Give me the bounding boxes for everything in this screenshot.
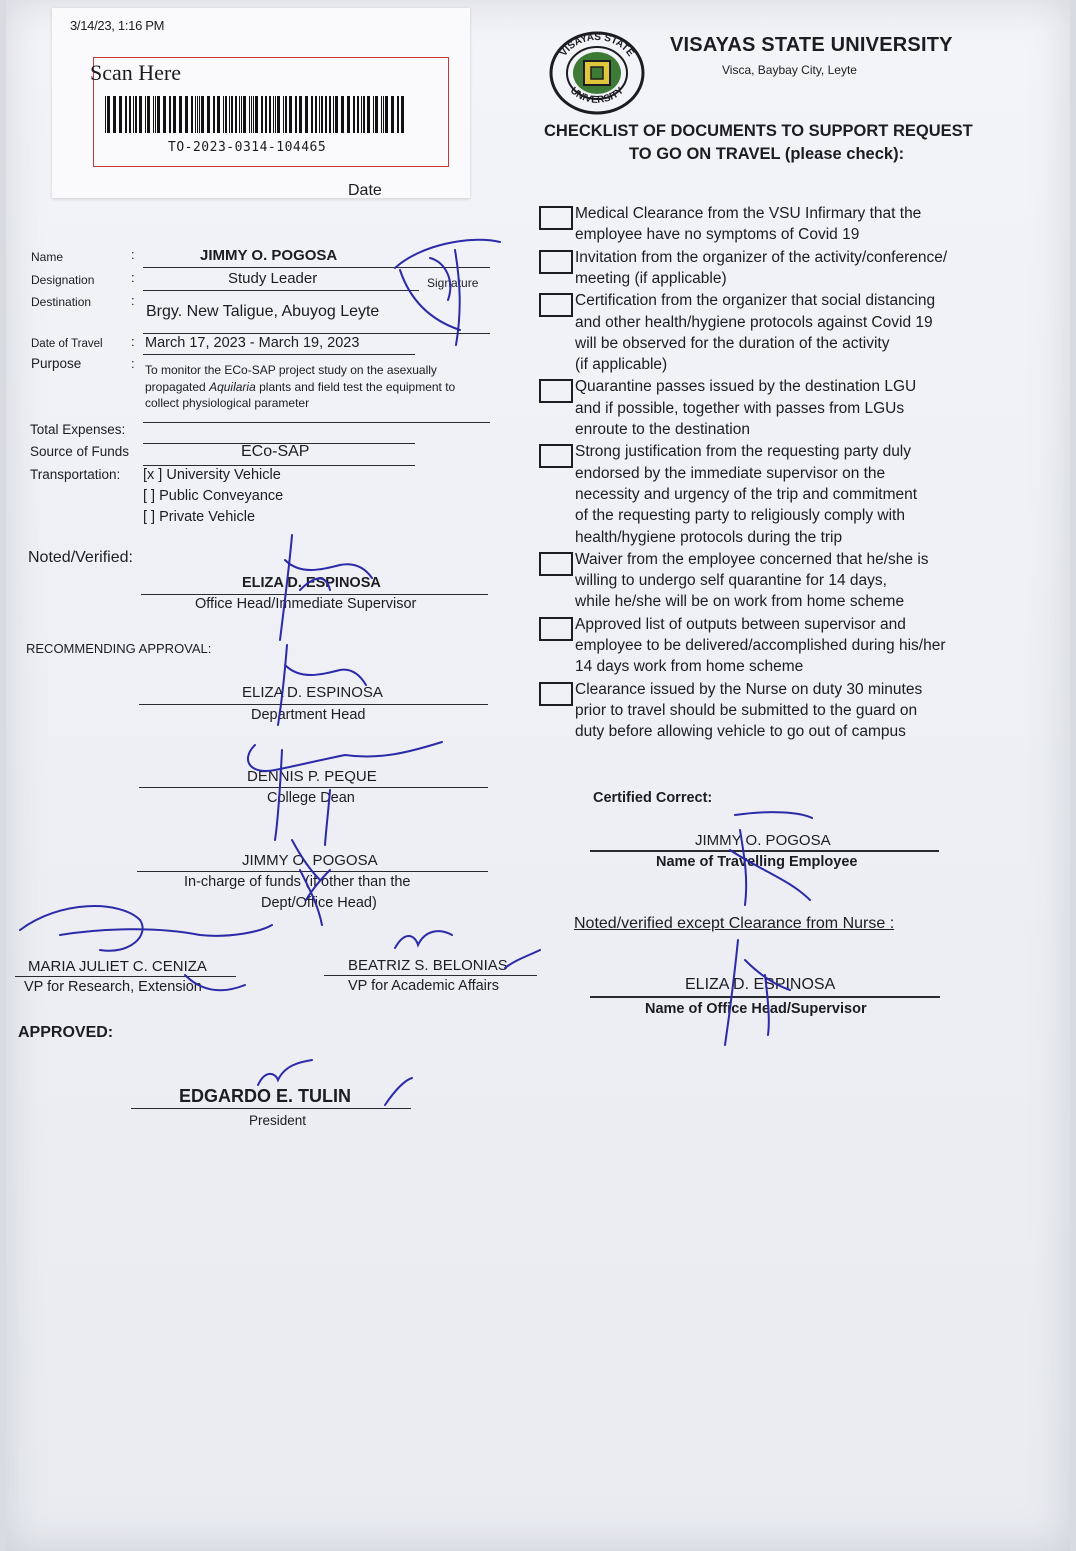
destination-colon: : <box>131 293 135 308</box>
destination-label: Destination <box>31 295 92 309</box>
barcode-bar <box>285 96 287 133</box>
scan-label: Scan Here <box>90 60 182 85</box>
checklist-item-text: employee to be delivered/accomplished during his/her <box>575 637 946 654</box>
barcode-bar <box>311 96 313 133</box>
checklist-item-text: enroute to the destination <box>575 421 750 438</box>
barcode-bar <box>223 96 224 133</box>
department-head-name: ELIZA D. ESPINOSA <box>242 684 383 701</box>
transportation-label: Transportation: <box>30 467 121 482</box>
barcode-bar <box>361 96 362 133</box>
president-name: EDGARDO E. TULIN <box>179 1086 352 1106</box>
designation-label: Designation <box>31 273 95 287</box>
barcode-bar <box>147 96 150 133</box>
checklist-item-text: Clearance issued by the Nurse on duty 30 minutes <box>575 680 923 698</box>
barcode-bar <box>201 96 204 133</box>
office-head-underline <box>590 996 940 998</box>
barcode-bar <box>139 96 142 133</box>
funds-incharge-role-line-2: Dept/Office Head) <box>261 895 377 911</box>
travelling-employee-role: Name of Travelling Employee <box>656 854 858 870</box>
barcode-bar <box>133 96 134 133</box>
checklist-item-text: Invitation from the organizer of the activity/conference/ <box>575 248 948 266</box>
name-underline <box>143 267 490 268</box>
barcode-bar <box>315 96 317 133</box>
supervisor-name: ELIZA D. ESPINOSA <box>242 575 381 591</box>
barcode-bar <box>163 96 166 133</box>
checklist-item-text: duty before allowing vehicle to go out of campus <box>575 723 906 741</box>
checklist-item-text: and if possible, together with passes from LGUs <box>575 399 905 417</box>
barcode-bar <box>157 96 160 133</box>
checklist-checkbox[interactable] <box>539 379 573 403</box>
barcode-bar <box>325 96 327 133</box>
certified-correct-label: Certified Correct: <box>593 790 713 806</box>
barcode-bar <box>383 96 384 133</box>
barcode-bar <box>185 96 188 133</box>
barcode-bar <box>269 96 271 133</box>
barcode-bar <box>105 96 106 133</box>
checklist-item-text: will be observed for the duration of the activity <box>575 334 890 352</box>
vp-research-underline <box>15 976 236 977</box>
barcode-bar <box>235 96 237 133</box>
vp-research-name: MARIA JULIET C. CENIZA <box>28 958 207 975</box>
funds-incharge-name: JIMMY O. POGOSA <box>242 852 378 869</box>
barcode-bar <box>353 96 355 133</box>
designation-value: Study Leader <box>228 270 318 287</box>
barcode-bar <box>195 96 196 133</box>
name-colon: : <box>131 247 135 262</box>
checklist-checkbox[interactable] <box>539 250 573 274</box>
name-label: Name <box>31 250 64 264</box>
barcode-bar <box>255 96 258 133</box>
university-seal-icon <box>548 30 646 116</box>
barcode-bar <box>217 96 220 133</box>
barcode-bar <box>253 96 254 133</box>
checklist-item-text: Approved list of outputs between supervisor and <box>575 615 906 633</box>
source-of-funds-label: Source of Funds <box>30 444 130 459</box>
barcode-bar <box>145 96 146 133</box>
checklist-item-text: Waiver from the employee concerned that he/she is <box>575 550 929 568</box>
barcode-bar <box>113 96 116 133</box>
university-name: VISAYAS STATE UNIVERSITY <box>670 34 953 56</box>
barcode-bar <box>277 96 280 133</box>
checklist-item-text: Strong justification from the requesting party duly <box>575 443 912 461</box>
barcode-bar <box>289 96 292 133</box>
checklist-checkbox[interactable] <box>539 617 573 641</box>
barcode-bar <box>241 96 242 133</box>
checklist-title-line-2: TO GO ON TRAVEL (please check): <box>629 145 905 163</box>
date-of-travel-underline <box>143 354 415 355</box>
barcode-bar <box>265 96 267 133</box>
checklist-checkbox[interactable] <box>539 552 573 576</box>
barcode-bar <box>357 96 359 133</box>
checklist-item-text: meeting (if applicable) <box>575 269 727 287</box>
purpose-colon: : <box>131 356 135 371</box>
noted-verified-label: Noted/Verified: <box>28 549 133 566</box>
barcode-bar <box>295 96 297 133</box>
barcode-bar <box>335 96 338 133</box>
checklist-item-text: Certification from the organizer that social distancing <box>575 292 936 310</box>
department-head-role: Department Head <box>251 707 366 723</box>
checklist-item-text: of the requesting party to religiously comply with <box>575 507 905 525</box>
college-dean-underline <box>139 787 488 788</box>
barcode-bar <box>299 96 302 133</box>
signature-label: Signature <box>427 276 479 290</box>
barcode-bar <box>363 96 365 133</box>
barcode-bar <box>243 96 246 133</box>
supervisor-underline <box>141 594 488 595</box>
barcode-bar <box>341 96 344 133</box>
president-role: President <box>249 1113 307 1128</box>
office-head-name: ELIZA D. ESPINOSA <box>685 976 836 993</box>
barcode-bar <box>249 96 250 133</box>
barcode-bar <box>347 96 350 133</box>
barcode-bar <box>179 96 182 133</box>
barcode-bar <box>375 96 378 133</box>
checklist-item-text: Quarantine passes issued by the destination LGU <box>575 378 917 396</box>
purpose-label: Purpose <box>31 356 82 371</box>
barcode-bar <box>373 96 374 133</box>
barcode-bar <box>329 96 331 133</box>
approved-label: APPROVED: <box>18 1024 114 1041</box>
barcode-bar <box>129 96 131 133</box>
barcode-bar <box>153 96 154 133</box>
checklist-item-text: endorsed by the immediate supervisor on the <box>575 464 886 482</box>
purpose-underline <box>143 422 490 423</box>
funds-incharge-role-line-1: In-charge of funds (if other than the <box>184 874 411 890</box>
source-of-funds-underline <box>143 465 415 466</box>
checklist-item-text: 14 days work from home scheme <box>575 658 804 676</box>
barcode-bar <box>107 96 110 133</box>
checklist-checkbox[interactable] <box>539 206 573 230</box>
barcode-bar <box>225 96 227 133</box>
date-of-travel-colon: : <box>131 334 135 349</box>
transport-option-university-vehicle: [x ] University Vehicle <box>143 467 281 483</box>
barcode-bar <box>275 96 276 133</box>
barcode-bar <box>321 96 323 133</box>
barcode-bar <box>231 96 233 133</box>
barcode-bar <box>169 96 171 133</box>
barcode-bar <box>401 96 404 133</box>
date-of-travel-value: March 17, 2023 - March 19, 2023 <box>145 335 360 351</box>
checklist-title-line-1: CHECKLIST OF DOCUMENTS TO SUPPORT REQUEST <box>544 122 973 140</box>
funds-incharge-underline <box>137 871 488 872</box>
destination-underline <box>143 333 490 334</box>
barcode-bar <box>385 96 388 133</box>
barcode-bar <box>397 96 399 133</box>
purpose-line-3: collect physiological parameter <box>145 396 310 410</box>
barcode-bar <box>251 96 252 133</box>
designation-underline <box>143 290 419 291</box>
office-head-role: Name of Office Head/Supervisor <box>645 1001 867 1017</box>
barcode-number: TO-2023-0314-104465 <box>168 140 327 155</box>
college-dean-role: College Dean <box>267 790 355 806</box>
seal-text-bottom: UNIVERSITY <box>567 85 627 106</box>
barcode-bar <box>239 96 240 133</box>
barcode <box>105 96 410 133</box>
barcode-bar <box>229 96 230 133</box>
travelling-employee-underline <box>590 850 939 852</box>
barcode-bar <box>261 96 263 133</box>
barcode-bar <box>207 96 210 133</box>
sticker-timestamp: 3/14/23, 1:16 PM <box>70 18 165 33</box>
barcode-bar <box>213 96 215 133</box>
name-value: JIMMY O. POGOSA <box>200 247 338 264</box>
barcode-bar <box>381 96 382 133</box>
vp-academic-role: VP for Academic Affairs <box>348 978 499 994</box>
barcode-bar <box>119 96 122 133</box>
checklist-item-text: Medical Clearance from the VSU Infirmary that the <box>575 205 922 222</box>
destination-value: Brgy. New Taligue, Abuyog Leyte <box>146 303 380 320</box>
barcode-bar <box>333 96 334 133</box>
checklist-item-text: health/hygiene protocols during the trip <box>575 528 843 546</box>
checklist-checkbox[interactable] <box>539 293 573 317</box>
source-of-funds-value: ECo-SAP <box>241 443 310 460</box>
checklist-item-text: prior to travel should be submitted to the guard on <box>575 701 918 719</box>
barcode-bar <box>173 96 176 133</box>
barcode-bar <box>125 96 127 133</box>
barcode-bar <box>191 96 193 133</box>
barcode-bar <box>305 96 308 133</box>
checklist-item-text: necessity and urgency of the trip and commitment <box>575 485 918 503</box>
college-dean-name: DENNIS P. PEQUE <box>247 768 377 785</box>
seal-text-top: VISAYAS STATE <box>558 31 636 59</box>
checklist-item-text: employee have no symptoms of Covid 19 <box>575 226 860 244</box>
barcode-bar <box>197 96 198 133</box>
document-page <box>6 0 1070 1551</box>
date-label: Date <box>348 182 382 199</box>
purpose-line-1: To monitor the ECo-SAP project study on the asexually <box>145 363 437 377</box>
barcode-bar <box>283 96 284 133</box>
barcode-bar <box>367 96 370 133</box>
travelling-employee-name: JIMMY O. POGOSA <box>695 832 831 849</box>
supervisor-role: Office Head/Immediate Supervisor <box>195 596 417 612</box>
vp-research-role: VP for Research, Extension <box>24 979 202 995</box>
recommending-approval-label: RECOMMENDING APPROVAL: <box>26 641 212 656</box>
checklist-item-text: and other health/hygiene protocols against Covid 19 <box>575 313 933 331</box>
checklist-item-text: (if applicable) <box>575 356 668 374</box>
barcode-bar <box>155 96 156 133</box>
department-head-underline <box>139 704 488 705</box>
checklist-item-text: while he/she will be on work from home scheme <box>575 593 905 611</box>
vp-academic-underline <box>324 975 537 976</box>
noted-except-nurse-label: Noted/verified except Clearance from Nurse : <box>574 915 895 932</box>
barcode-bar <box>391 96 394 133</box>
transport-option-private-vehicle: [ ] Private Vehicle <box>143 509 256 525</box>
university-address: Visca, Baybay City, Leyte <box>722 63 857 77</box>
designation-colon: : <box>131 270 135 285</box>
barcode-bar <box>135 96 137 133</box>
purpose-line-2: propagated Aquilaria plants and field test the equipment to <box>145 380 456 394</box>
total-expenses-label: Total Expenses: <box>30 422 126 437</box>
president-underline <box>131 1108 411 1109</box>
checklist-checkbox[interactable] <box>539 444 573 468</box>
checklist-checkbox[interactable] <box>539 682 573 706</box>
checklist-item-text: willing to undergo self quarantine for 14 days, <box>575 572 887 590</box>
transport-option-public-conveyance: [ ] Public Conveyance <box>143 488 284 504</box>
date-of-travel-label: Date of Travel <box>31 338 103 350</box>
barcode-bar <box>199 96 200 133</box>
barcode-bar <box>273 96 274 133</box>
vp-academic-name: BEATRIZ S. BELONIAS <box>348 957 508 974</box>
barcode-bar <box>319 96 320 133</box>
